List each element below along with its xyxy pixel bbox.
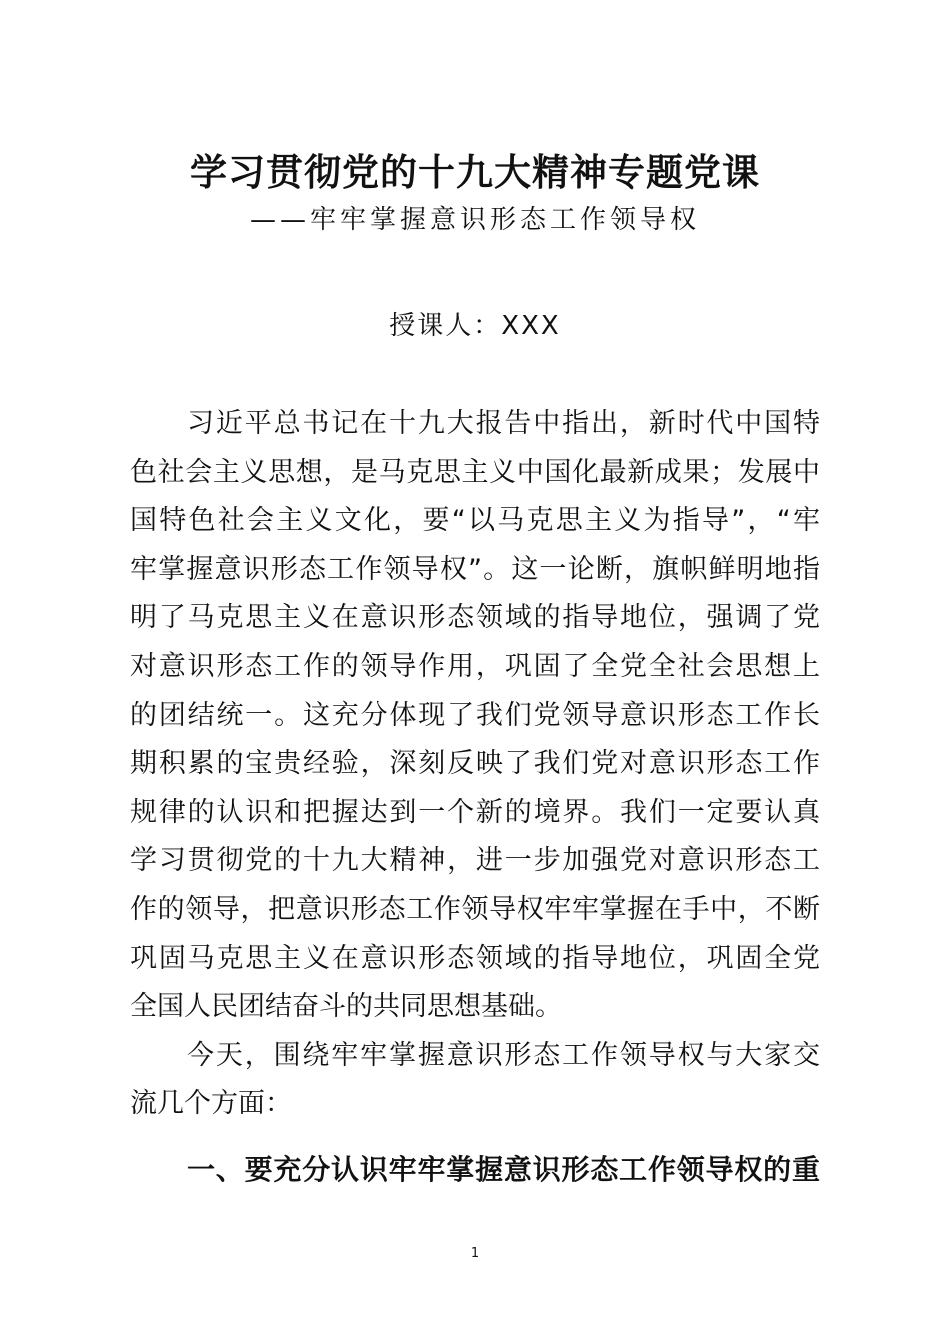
paragraph-2-line: 今天，围绕牢牢掌握意识形态工作领导权与大家交: [187, 1039, 820, 1071]
paragraph-1-line: 规律的认识和把握达到一个新的境界。我们一定要认真: [130, 796, 820, 828]
document-subtitle: ——牢牢掌握意识形态工作领导权: [249, 205, 700, 235]
page-number: 1: [470, 1246, 480, 1261]
paragraph-1-line: 期积累的宝贵经验，深刻反映了我们党对意识形态工作: [130, 748, 820, 780]
paragraph-1-line: 对意识形态工作的领导作用，巩固了全党全社会思想上: [130, 650, 820, 682]
paragraph-1-line: 习近平总书记在十九大报告中指出，新时代中国特: [187, 408, 820, 439]
body-text: [130, 400, 820, 1129]
paragraph-1-line: 色社会主义思想，是马克思主义中国化最新成果；发展中: [130, 456, 820, 488]
document-title: 学习贯彻党的十九大精神专题党课: [190, 150, 760, 194]
paragraph-1-line: 明了马克思主义在意识形态领域的指导地位，强调了党: [130, 602, 820, 634]
paragraph-1-line: 牢掌握意识形态工作领导权”。这一论断，旗帜鲜明地指: [130, 553, 820, 585]
paragraph-1-line: 国特色社会主义文化，要“以马克思主义为指导”，“牢: [130, 505, 820, 537]
paragraph-1-line: 作的领导，把意识形态工作领导权牢牢掌握在手中，不断: [130, 893, 820, 925]
section-heading: 一、要充分认识牢牢掌握意识形态工作领导权的重: [187, 1153, 820, 1186]
paragraph-1-line: 全国人民团结奋斗的共同思想基础。: [130, 991, 562, 1023]
paragraph-2-line: 流几个方面：: [130, 1088, 292, 1120]
paragraph-1-line: 巩固马克思主义在意识形态领域的指导地位，巩固全党: [130, 942, 820, 974]
paragraph-1-line: 的团结统一。这充分体现了我们党领导意识形态工作长: [130, 699, 820, 731]
lecturer-line: 授课人：XXX: [389, 311, 561, 341]
paragraph-1-line: 学习贯彻党的十九大精神，进一步加强党对意识形态工: [130, 845, 820, 877]
